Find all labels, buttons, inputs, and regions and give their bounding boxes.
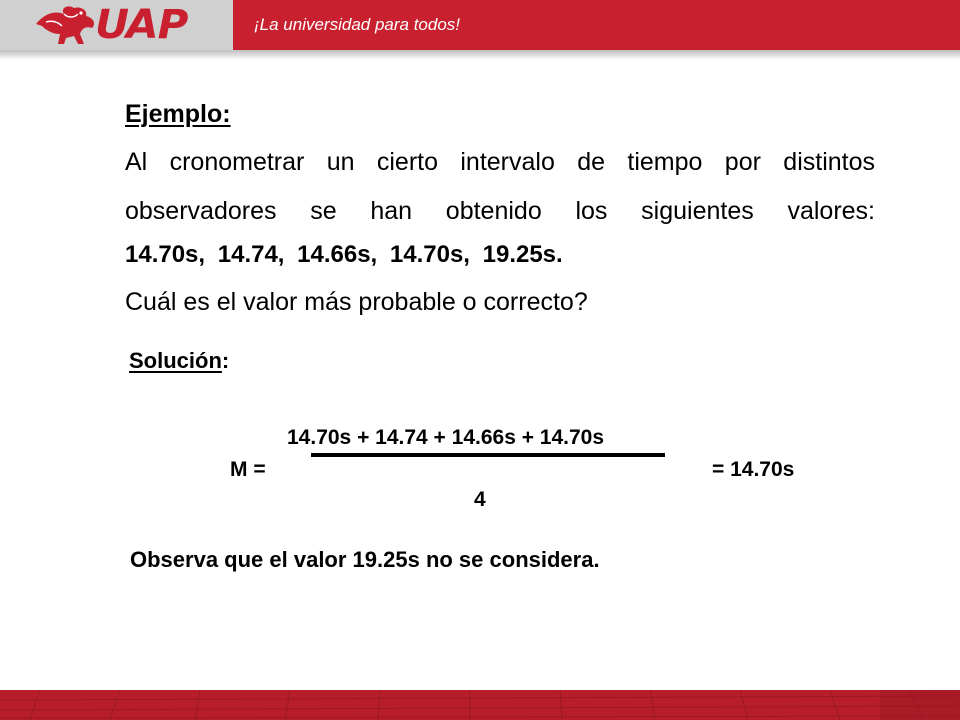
header-shadow xyxy=(0,50,960,60)
fraction-bar xyxy=(311,453,665,457)
solution-heading-label: Solución xyxy=(129,348,222,373)
solution-heading-colon: : xyxy=(221,348,230,373)
formula-numerator: 14.70s + 14.74 + 14.66s + 14.70s xyxy=(287,426,605,449)
formula-denominator: 4 xyxy=(474,488,486,511)
paragraph-line: observadores se han obtenido los siguientes valores: xyxy=(125,197,875,225)
formula-result: = 14.70s xyxy=(712,458,795,481)
paragraph-line: Al cronometrar un cierto intervalo de tiempo por distintos xyxy=(125,148,875,176)
header-bar xyxy=(0,0,960,50)
solution-heading xyxy=(129,346,229,376)
pegasus-emblem-icon xyxy=(34,4,98,46)
logo[interactable] xyxy=(0,0,233,50)
logo-text: UAP xyxy=(95,2,188,48)
footer-bar xyxy=(0,690,960,720)
example-heading: Ejemplo: xyxy=(125,100,231,128)
formula-label: M = xyxy=(230,458,266,481)
solution-note: Observa que el valor 19.25s no se considera. xyxy=(130,547,600,572)
footer-pattern xyxy=(0,690,960,720)
tagline: ¡La universidad para todos! xyxy=(254,15,461,34)
values-line: 14.70s, 14.74, 14.66s, 14.70s, 19.25s. xyxy=(125,241,563,268)
question-text: Cuál es el valor más probable o correcto? xyxy=(125,288,588,316)
